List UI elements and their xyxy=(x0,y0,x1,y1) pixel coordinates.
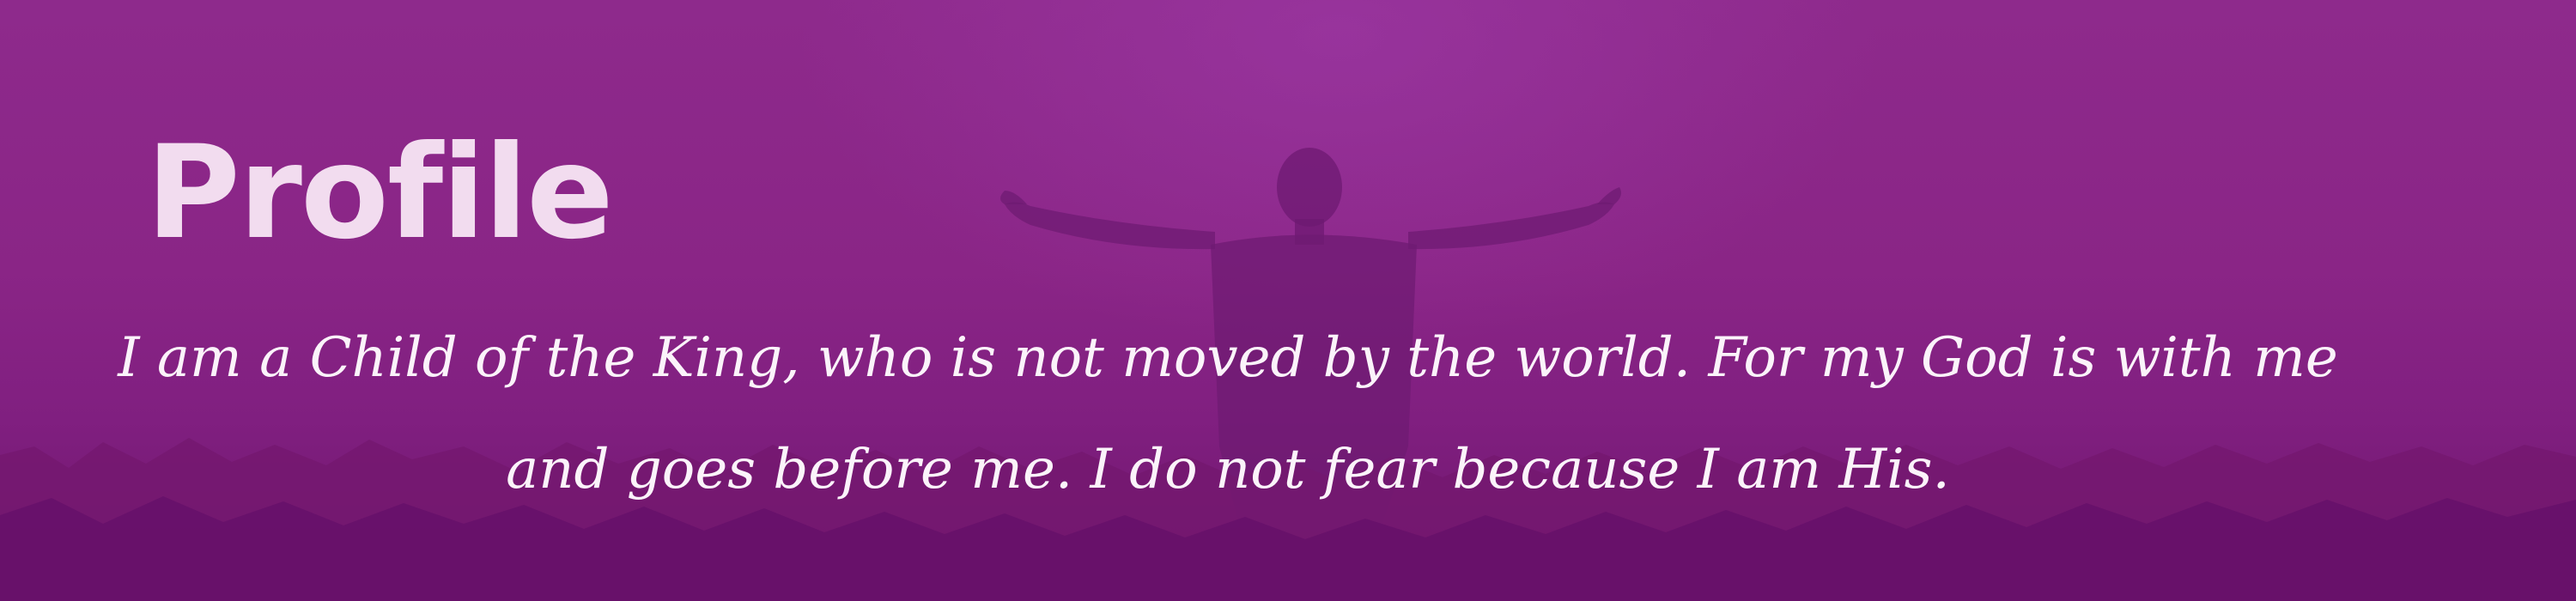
page-title: Profile xyxy=(146,118,612,268)
profile-quote: I am a Child of the King, who is not moved by the world. For my God is with me and goes before me. I do not fear because I am His. xyxy=(118,326,2338,501)
